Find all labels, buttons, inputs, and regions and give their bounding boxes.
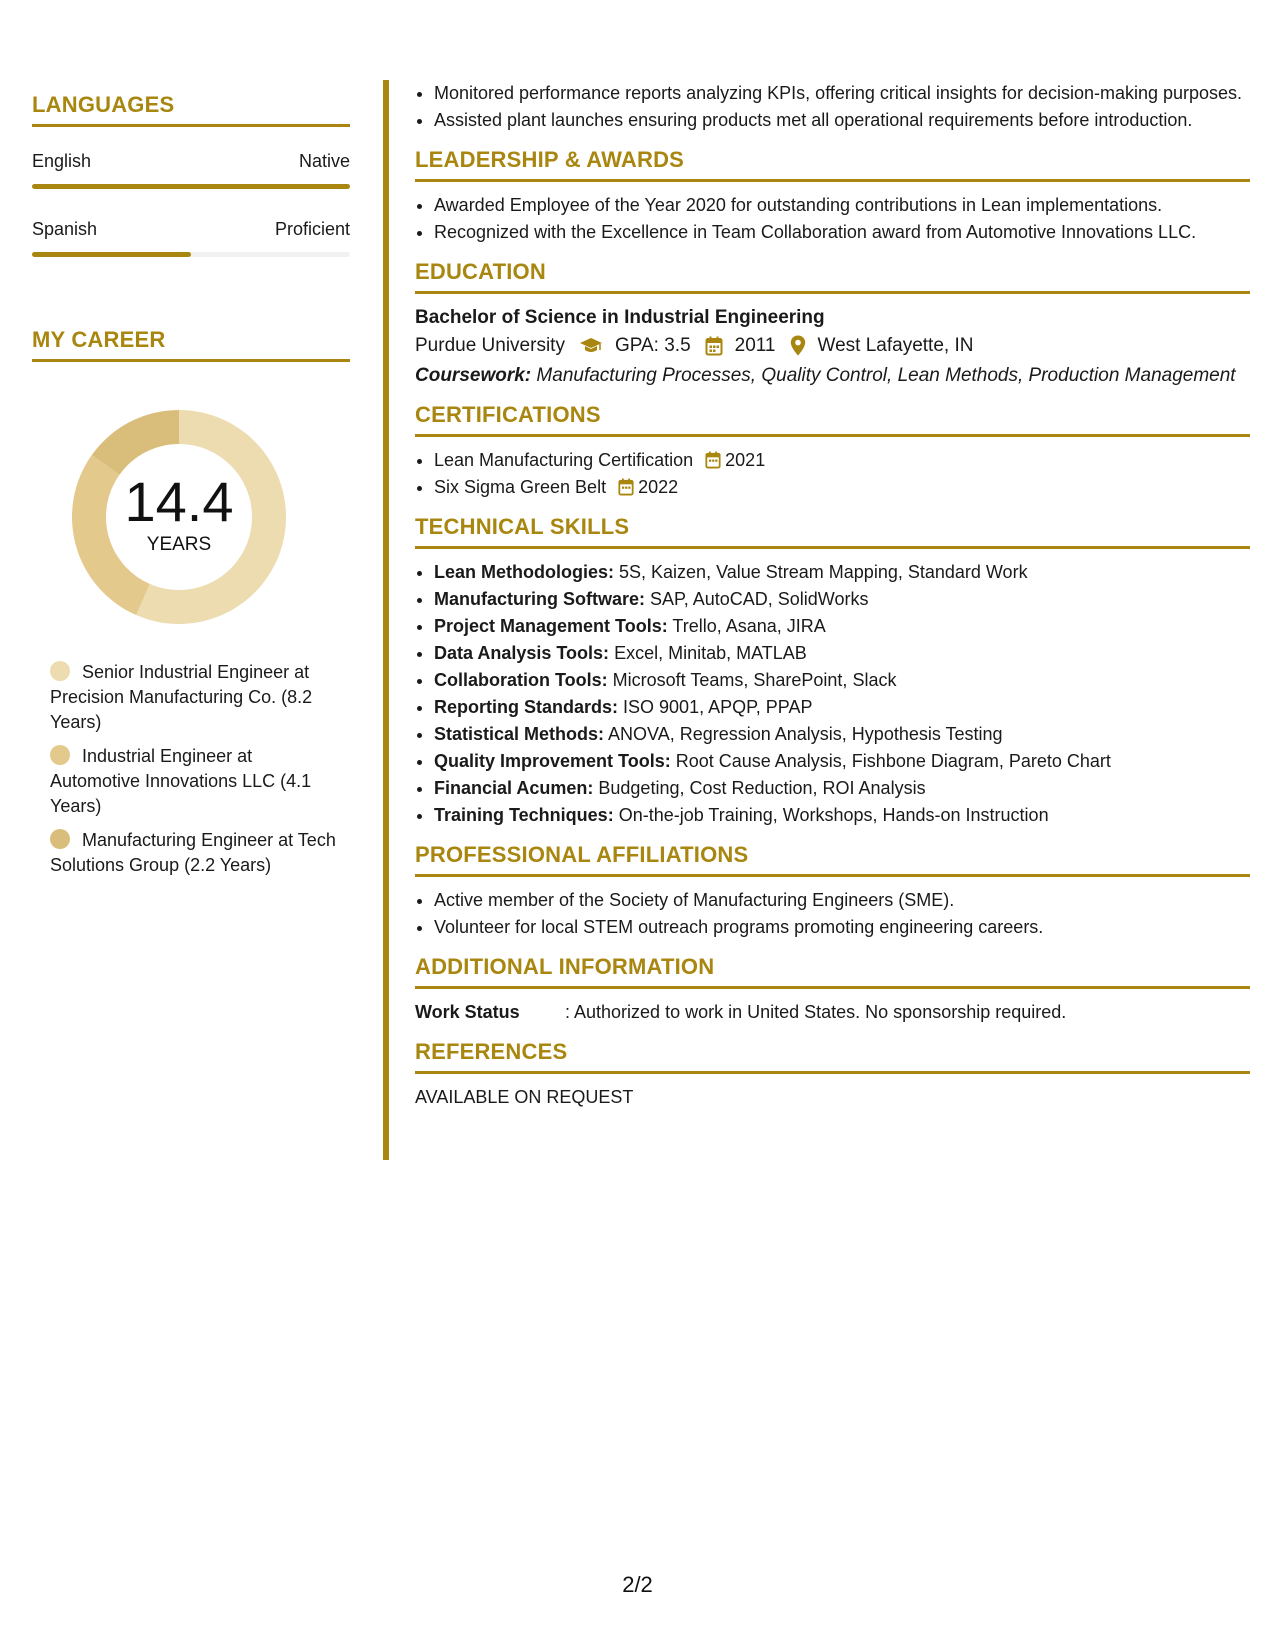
- affiliations-section: [415, 842, 1250, 940]
- certification-year: 2022: [638, 477, 679, 497]
- skill-item: [434, 586, 1250, 612]
- skill-item: [434, 640, 1250, 666]
- skill-value: Excel, Minitab, MATLAB: [614, 643, 807, 663]
- education-coursework: [415, 363, 1250, 388]
- skill-item: [434, 613, 1250, 639]
- coursework-value: Manufacturing Processes, Quality Control, Lean Methods, Production Management: [536, 365, 1236, 386]
- language-item: [32, 151, 350, 189]
- experience-bullet: • Assisted plant launches ensuring products met all operational requirements before introduction.: [434, 107, 1250, 133]
- skill-label: Project Management Tools:: [434, 616, 668, 636]
- education-degree: Bachelor of Science in Industrial Engineering: [415, 307, 825, 328]
- skill-value: Budgeting, Cost Reduction, ROI Analysis: [598, 778, 926, 798]
- additional-info-section: [415, 954, 1250, 1025]
- skill-value: 5S, Kaizen, Value Stream Mapping, Standard Work: [619, 562, 1028, 582]
- education-section: [415, 259, 1250, 388]
- skill-label: Financial Acumen:: [434, 778, 594, 798]
- education-location: West Lafayette, IN: [817, 335, 974, 356]
- certification-item: [434, 474, 1250, 500]
- coursework-label: Coursework:: [415, 365, 532, 386]
- skill-item: [434, 802, 1250, 828]
- leadership-section: [415, 147, 1250, 245]
- column-divider: [383, 80, 389, 1160]
- skill-label: Quality Improvement Tools:: [434, 751, 671, 771]
- work-status-label: Work Status: [415, 1002, 520, 1022]
- graduation-cap-icon: [579, 337, 603, 355]
- affiliation-item: • Volunteer for local STEM outreach programs promoting engineering careers.: [434, 914, 1250, 940]
- skill-label: Collaboration Tools:: [434, 670, 608, 690]
- skill-item: [434, 667, 1250, 693]
- skill-value: Trello, Asana, JIRA: [672, 616, 826, 636]
- education-meta: [415, 331, 1250, 360]
- legend-dot: [50, 829, 70, 849]
- language-level: Proficient: [274, 219, 350, 239]
- leadership-heading: LEADERSHIP & AWARDS: [415, 147, 1250, 182]
- skills-heading: TECHNICAL SKILLS: [415, 514, 1250, 549]
- skill-value: Root Cause Analysis, Fishbone Diagram, Pareto Chart: [675, 751, 1111, 771]
- calendar-icon: [705, 451, 721, 469]
- skill-value: ISO 9001, APQP, PPAP: [623, 697, 813, 717]
- certifications-section: [415, 402, 1250, 500]
- languages-heading: LANGUAGES: [32, 92, 350, 127]
- skill-value: ANOVA, Regression Analysis, Hypothesis Testing: [608, 724, 1003, 744]
- additional-info-heading: ADDITIONAL INFORMATION: [415, 954, 1250, 989]
- skill-item: [434, 721, 1250, 747]
- skill-label: Training Techniques:: [434, 805, 614, 825]
- education-school: Purdue University: [415, 335, 565, 356]
- leadership-item: • Awarded Employee of the Year 2020 for outstanding contributions in Lean implementations.: [434, 192, 1250, 218]
- experience-bullets: [415, 80, 1250, 133]
- education-gpa: GPA: 3.5: [614, 335, 691, 356]
- language-proficiency-bar: [32, 184, 350, 189]
- language-name: English: [32, 151, 92, 171]
- skill-label: Lean Methodologies:: [434, 562, 614, 582]
- career-role-label: Manufacturing Engineer at Tech Solutions Group (2.2 Years): [50, 830, 336, 875]
- career-role-label: Senior Industrial Engineer at Precision Manufacturing Co. (8.2 Years): [50, 662, 313, 732]
- certification-name: Lean Manufacturing Certification: [434, 450, 694, 470]
- affiliations-heading: PROFESSIONAL AFFILIATIONS: [415, 842, 1250, 877]
- legend-dot: [50, 661, 70, 681]
- career-legend-item: [50, 744, 340, 819]
- skill-label: Statistical Methods:: [434, 724, 605, 744]
- experience-bullet: • Monitored performance reports analyzing KPIs, offering critical insights for decision-making purposes.: [434, 80, 1250, 106]
- references-section: [415, 1039, 1250, 1110]
- career-role-label: Industrial Engineer at Automotive Innovations LLC (4.1 Years): [50, 746, 312, 816]
- certification-year: 2021: [725, 450, 766, 470]
- skill-value: Microsoft Teams, SharePoint, Slack: [612, 670, 897, 690]
- career-legend-item: [50, 828, 340, 878]
- language-proficiency-fill: [32, 184, 350, 189]
- skill-value: SAP, AutoCAD, SolidWorks: [650, 589, 869, 609]
- career-total-years: 14.4: [124, 470, 234, 533]
- certifications-heading: CERTIFICATIONS: [415, 402, 1250, 437]
- references-text: AVAILABLE ON REQUEST: [415, 1087, 634, 1107]
- left-column: [32, 92, 350, 887]
- calendar-icon: [618, 478, 634, 496]
- career-legend-item: [50, 660, 340, 735]
- map-pin-icon: [790, 335, 806, 356]
- career-heading: MY CAREER: [32, 327, 350, 362]
- skills-section: [415, 514, 1250, 828]
- page-number: 2/2: [622, 1572, 653, 1597]
- legend-dot: [50, 745, 70, 765]
- language-level: Native: [298, 151, 350, 171]
- career-legend: [50, 660, 340, 878]
- skill-item: [434, 559, 1250, 585]
- work-status-value: : Authorized to work in United States. No sponsorship required.: [565, 1002, 1067, 1022]
- language-item: [32, 219, 350, 257]
- right-column: [415, 80, 1250, 1110]
- skill-item: [434, 775, 1250, 801]
- education-year: 2011: [734, 335, 776, 356]
- skill-value: On-the-job Training, Workshops, Hands-on Instruction: [618, 805, 1049, 825]
- career-total-unit: YEARS: [146, 534, 212, 555]
- work-status-row: [415, 999, 1250, 1025]
- certification-item: [434, 447, 1250, 473]
- leadership-item: • Recognized with the Excellence in Team Collaboration award from Automotive Innovations LLC.: [434, 219, 1250, 245]
- skill-label: Manufacturing Software:: [434, 589, 646, 609]
- career-donut-chart: [64, 402, 294, 632]
- skill-label: Reporting Standards:: [434, 697, 619, 717]
- language-name: Spanish: [32, 219, 98, 239]
- references-heading: REFERENCES: [415, 1039, 1250, 1074]
- education-heading: EDUCATION: [415, 259, 1250, 294]
- skill-item: [434, 748, 1250, 774]
- calendar-icon: [705, 336, 723, 356]
- certification-name: Six Sigma Green Belt: [434, 477, 607, 497]
- affiliation-item: • Active member of the Society of Manufacturing Engineers (SME).: [434, 887, 1250, 913]
- language-proficiency-fill: [32, 252, 191, 257]
- skill-item: [434, 694, 1250, 720]
- skill-label: Data Analysis Tools:: [434, 643, 610, 663]
- language-proficiency-bar: [32, 252, 350, 257]
